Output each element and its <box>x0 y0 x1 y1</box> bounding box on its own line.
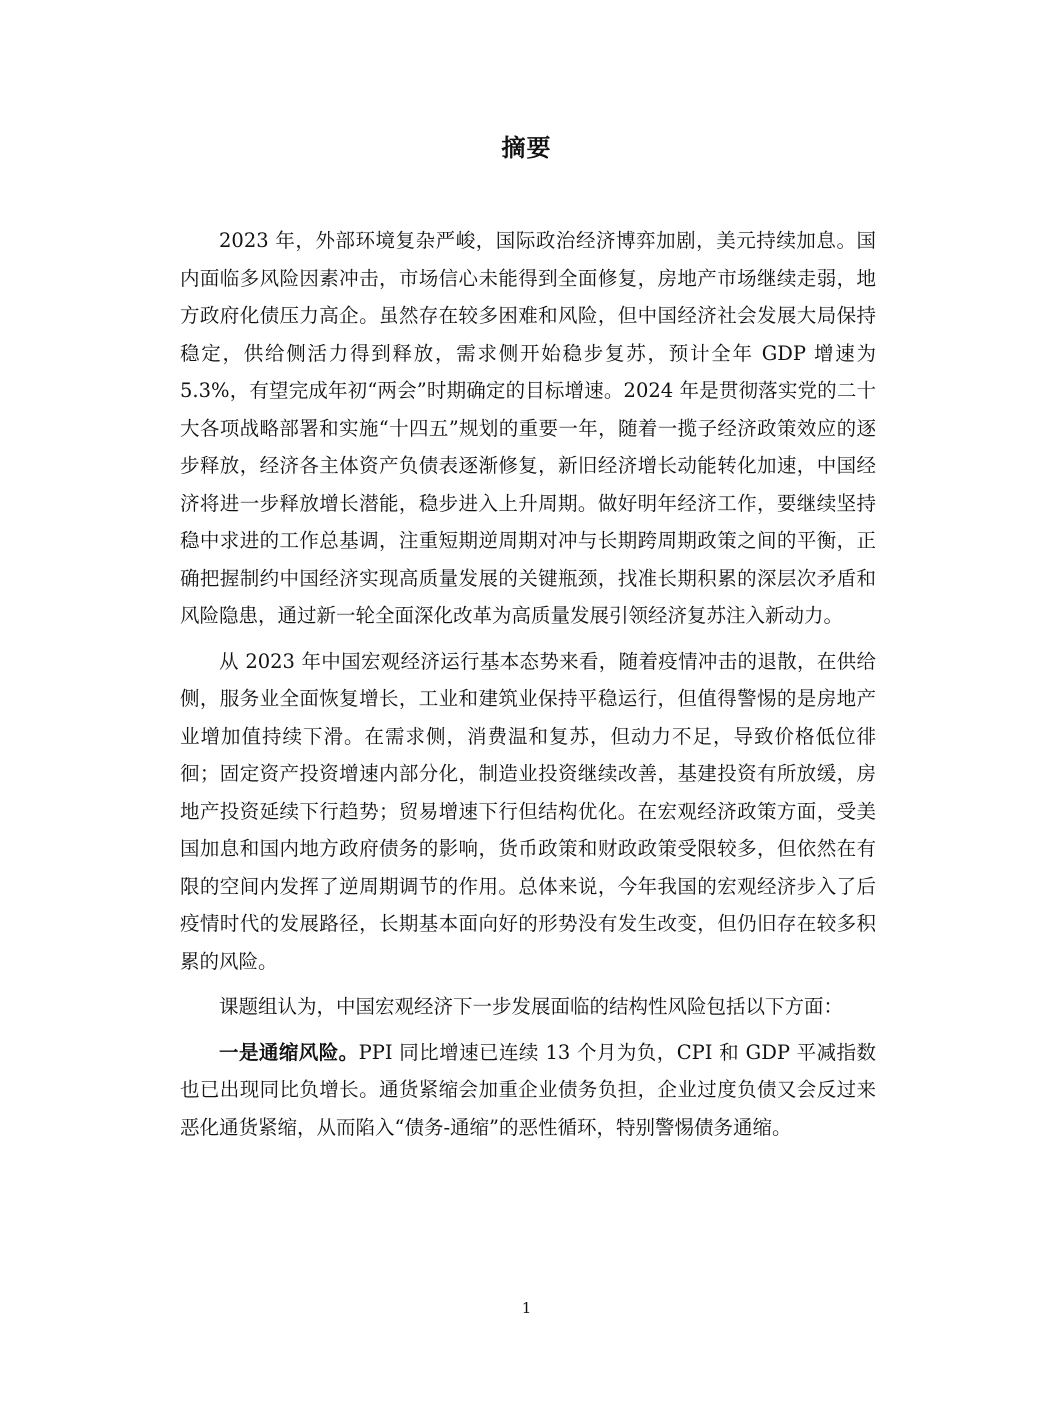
page-number: 1 <box>521 1299 532 1317</box>
paragraph-text: PPI 同比增速已连续 13 个月为负，CPI 和 GDP 平减指数也已出现同比负增长。通货紧缩会加重企业债务负担，企业过度负债又会反过来恶化通货紧缩，从而陷入“债务-通缩”的恶性循环，特别警惕债务通缩。 <box>180 1040 876 1139</box>
paragraph <box>180 222 876 635</box>
paragraph-text: 从 2023 年中国宏观经济运行基本态势来看，随着疫情冲击的退散，在供给侧，服务业全面恢复增长，工业和建筑业保持平稳运行，但值得警惕的是房地产业增加值持续下滑。在需求侧，消费温和复苏，但动力不足，导致价格低位徘徊；固定资产投资增速内部分化，制造业投资继续改善，基建投资有所放缓，房地产投资延续下行趋势；贸易增速下行但结构优化。在宏观经济政策方面，受美国加息和国内地方政府债务的影响，货币政策和财政政策受限较多，但依然在有限的空间内发挥了逆周期调节的作用。总体来说，今年我国的宏观经济步入了后疫情时代的发展路径，长期基本面向好的形势没有发生改变，但仍旧存在较多积累的风险。 <box>180 649 876 973</box>
paragraph-text: 2023 年，外部环境复杂严峻，国际政治经济博弈加剧，美元持续加息。国内面临多风险因素冲击，市场信心未能得到全面修复，房地产市场继续走弱，地方政府化债压力高企。虽然存在较多困难和风险，但中国经济社会发展大局保持稳定，供给侧活力得到释放，需求侧开始稳步复苏，预计全年 GDP 增速为 5.3%，有望完成年初“两会”时期确定的目标增速。2024 年是贯彻落实党的二十大各项战略部署和实施“十四五”规划的重要一年，随着一揽子经济政策效应的逐步释放，经济各主体资产负债表逐渐修复，新旧经济增长动能转化加速，中国经济将进一步释放增长潜能，稳步进入上升周期。做好明年经济工作，要继续坚持稳中求进的工作总基调，注重短期逆周期对冲与长期跨周期政策之间的平衡，正确把握制约中国经济实现高质量发展的关键瓶颈，找准长期积累的深层次矛盾和风险隐患，通过新一轮全面深化改革为高质量发展引领经济复苏注入新动力。 <box>180 229 876 627</box>
page-title: 摘要 <box>501 133 552 162</box>
document-body <box>180 222 876 1154</box>
paragraph <box>180 1034 876 1147</box>
paragraph-text: 课题组认为，中国宏观经济下一步发展面临的结构性风险包括以下方面： <box>219 995 844 1018</box>
paragraph <box>180 643 876 981</box>
paragraph-lead: 一是通缩风险。 <box>219 1040 359 1064</box>
paragraph <box>180 988 876 1026</box>
